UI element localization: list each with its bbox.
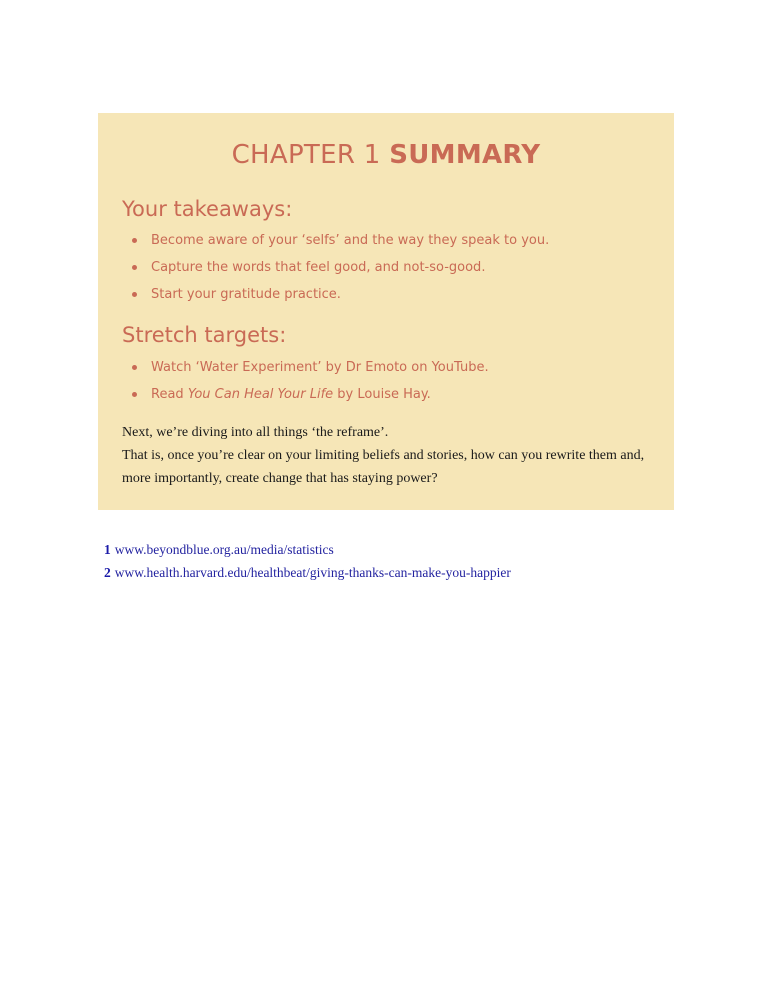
bullet-icon bbox=[132, 238, 137, 243]
takeaways-heading: Your takeaways: bbox=[122, 197, 293, 221]
bullet-icon bbox=[132, 292, 137, 297]
footnote-number: 1 bbox=[104, 542, 111, 557]
body-line: Next, we’re diving into all things ‘the reframe’. bbox=[122, 425, 389, 440]
bullet-icon bbox=[132, 265, 137, 270]
stretch-target-text: Watch ‘Water Experiment’ by Dr Emoto on YouTube. bbox=[151, 360, 489, 375]
takeaway-text: Start your gratitude practice. bbox=[151, 287, 341, 302]
footnote-number: 2 bbox=[104, 564, 111, 580]
list-item bbox=[132, 357, 489, 384]
list-item bbox=[132, 257, 549, 284]
stretch-targets-heading: Stretch targets: bbox=[122, 323, 287, 347]
footnote-link[interactable]: www.beyondblue.org.au/media/statistics bbox=[114, 542, 334, 557]
bullet-icon bbox=[132, 365, 137, 370]
list-item bbox=[132, 284, 549, 311]
footnote-link[interactable]: www.health.harvard.edu/healthbeat/giving-thanks-can-make-you-happier bbox=[114, 564, 511, 580]
stretch-target-text-suffix: by Louise Hay. bbox=[333, 387, 431, 402]
body-line: more importantly, create change that has staying power? bbox=[122, 471, 438, 486]
takeaway-text: Become aware of your ‘selfs’ and the way they speak to you. bbox=[151, 233, 550, 248]
stretch-targets-list bbox=[132, 357, 489, 411]
takeaways-list bbox=[132, 230, 549, 311]
list-item bbox=[132, 384, 489, 411]
body-line: That is, once you’re clear on your limiting beliefs and stories, how can you rewrite them and, bbox=[122, 448, 645, 463]
summary-body-text bbox=[122, 421, 662, 490]
chapter-title-summary: SUMMARY bbox=[389, 140, 541, 170]
stretch-target-text-prefix: Read bbox=[151, 387, 188, 402]
chapter-title bbox=[0, 140, 772, 170]
footnotes bbox=[104, 539, 511, 584]
footnote bbox=[104, 562, 511, 585]
bullet-icon bbox=[132, 392, 137, 397]
book-title: You Can Heal Your Life bbox=[187, 387, 334, 402]
footnote bbox=[104, 539, 511, 562]
list-item bbox=[132, 230, 549, 257]
takeaway-text: Capture the words that feel good, and not-so-good. bbox=[151, 260, 486, 275]
chapter-title-number: CHAPTER 1 bbox=[231, 140, 381, 170]
